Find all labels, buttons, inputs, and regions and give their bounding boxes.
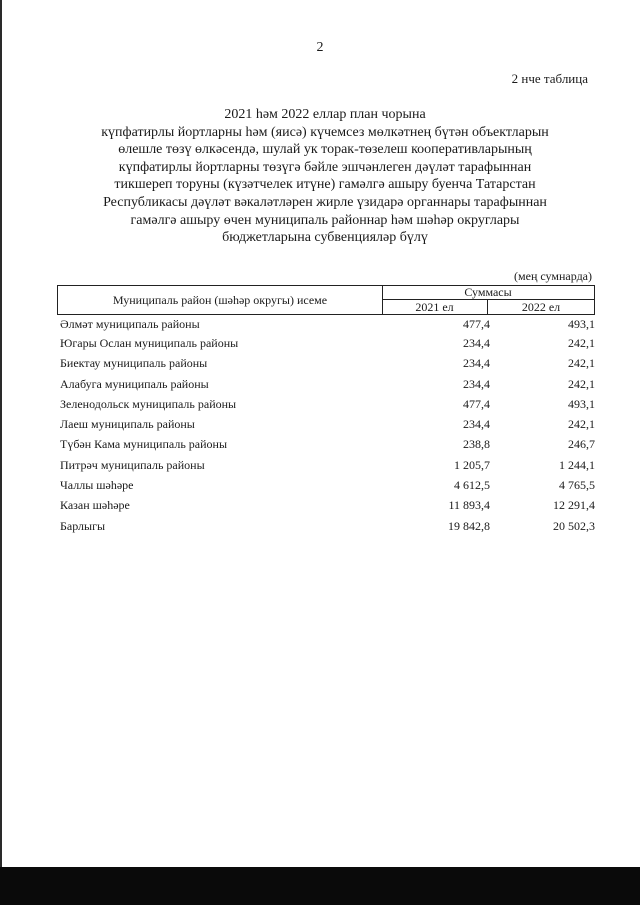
cell-name: Зеленодольск муниципаль районы — [60, 396, 237, 411]
table-body — [57, 315, 595, 536]
scan-bottom-bar — [0, 867, 640, 905]
header-year-2021: 2021 ел — [382, 300, 488, 314]
header-sum: Суммасы — [382, 286, 595, 300]
title-line: өлешле төзү өлкәсендә, шулай ук торак-төзелеш кооперативларының — [118, 142, 532, 158]
cell-2022: 4 765,5 — [559, 478, 595, 493]
table-row — [57, 516, 595, 536]
header-year-2022: 2022 ел — [488, 300, 595, 314]
title-line: гамәлгә ашыру өчен муниципаль районнар һәм шәһәр округлары — [130, 212, 520, 228]
page-number: 2 — [316, 40, 324, 55]
cell-2022: 242,1 — [568, 376, 595, 391]
document-title — [60, 106, 590, 247]
cell-name: Биектау муниципаль районы — [60, 356, 208, 371]
title-line: бюджетларына субвенцияләр бүлү — [222, 230, 428, 246]
cell-2021: 477,4 — [463, 317, 490, 331]
table-row — [57, 475, 595, 495]
cell-name: Түбән Кама муниципаль районы — [60, 437, 228, 452]
cell-2022: 493,1 — [568, 396, 595, 411]
cell-2021: 234,4 — [463, 376, 490, 391]
table-row — [57, 374, 595, 394]
table-row — [57, 495, 595, 515]
cell-2022: 493,1 — [568, 317, 595, 331]
table-row — [57, 455, 595, 475]
cell-name: Алабуга муниципаль районы — [60, 376, 209, 391]
cell-2021: 234,4 — [463, 336, 490, 350]
cell-2022: 242,1 — [568, 417, 595, 432]
cell-2021: 234,4 — [463, 356, 490, 371]
title-line: күпфатирлы йортларны төзүгә бәйле эшчәнлеген дәүләт тарафыннан — [118, 159, 532, 175]
subsidy-table — [57, 285, 595, 536]
units-note: (мең сумнарда) — [514, 269, 592, 283]
table-row — [57, 434, 595, 454]
cell-name: Барлыгы — [60, 518, 106, 533]
cell-2021: 4 612,5 — [454, 478, 490, 493]
title-line: 2021 һәм 2022 еллар план чорына — [224, 107, 426, 122]
cell-name: Питрәч муниципаль районы — [60, 457, 205, 472]
title-line: тикшереп торуны (күзәтчелек итүне) гамәлгә ашыру буенча Татарстан — [114, 177, 536, 193]
title-line: күпфатирлы йортларны һәм (яисә) күчемсез мөлкәтнең бүтән объектларын — [101, 124, 549, 140]
cell-name: Югары Ослан муниципаль районы — [60, 336, 239, 350]
cell-name: Лаеш муниципаль районы — [60, 417, 195, 432]
scan-left-edge — [0, 0, 2, 905]
header-name: Муниципаль район (шәһәр округы) исеме — [57, 286, 383, 314]
cell-2022: 12 291,4 — [553, 498, 595, 513]
cell-2022: 242,1 — [568, 356, 595, 371]
cell-2021: 234,4 — [463, 417, 490, 432]
cell-name: Әлмәт муниципаль районы — [60, 317, 200, 331]
table-label: 2 нче таблица — [511, 71, 588, 86]
cell-2021: 477,4 — [463, 396, 490, 411]
title-line: Республикасы дәүләт вәкаләтләрен жирле үзидарә органнары тарафыннан — [103, 194, 547, 210]
cell-2021: 19 842,8 — [448, 518, 490, 533]
cell-name: Чаллы шәһәре — [60, 478, 134, 493]
cell-2022: 1 244,1 — [559, 457, 595, 472]
cell-2022: 20 502,3 — [553, 518, 595, 533]
cell-2022: 242,1 — [568, 336, 595, 350]
table-row — [57, 333, 595, 353]
cell-2021: 238,8 — [463, 437, 490, 452]
table-row — [57, 414, 595, 434]
cell-name: Казан шәһәре — [60, 498, 130, 513]
table-row — [57, 394, 595, 414]
table-header — [57, 285, 595, 315]
cell-2021: 11 893,4 — [448, 498, 490, 513]
table-row — [57, 315, 595, 333]
table-row — [57, 353, 595, 373]
cell-2021: 1 205,7 — [454, 457, 490, 472]
cell-2022: 246,7 — [568, 437, 595, 452]
